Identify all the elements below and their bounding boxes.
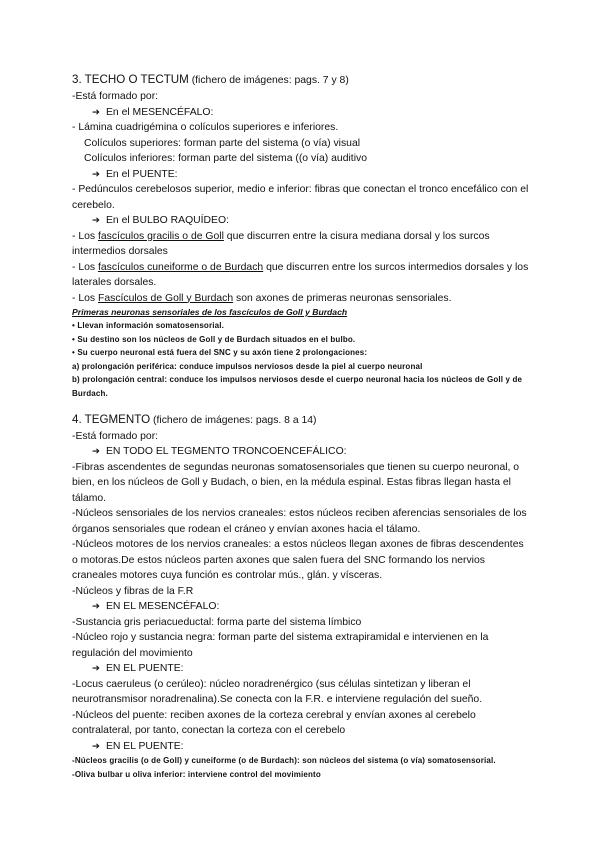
- section-4-subtitle: (fichero de imágenes: pags. 8 a 14): [150, 414, 317, 426]
- locus-caeruleus-paragraph: -Locus caeruleus (o cerúleo): núcleo noradrenérgico (sus células sintetizan y liberan el neurotransmisor noradrenalina).Se conecta con la F.R. e interviene regulación del sueño.: [72, 678, 483, 706]
- arrow-item-label: En el MESENCÉFALO:: [105, 106, 214, 118]
- arrow-item-todo-tegmento: [72, 444, 532, 460]
- nucleos-gracilis-paragraph: -Núcleos gracilis (o de Goll) y cuneiforme (o de Burdach): son núcleos del sistema (o vía) somatosensorial.: [72, 756, 496, 766]
- burdach-suffix: que discurren entre los surcos intermedios dorsales y los laterales dorsales.: [72, 261, 529, 288]
- coliculos-superiores-line: Colículos superiores: forman parte del sistema (o vía) visual: [84, 137, 361, 149]
- prolongation-a: a) prolongación periférica: conduce impulsos nerviosos desde la piel al cuerpo neuronal: [72, 361, 423, 371]
- fibras-paragraph: -Fibras ascendentes de segundas neuronas somatosensoriales que tienen su cuerpo neuronal, o bien, en los núcleos de Goll y Budach, o bien, en la médula espinal. Estas fibras llegan hasta el tálamo.: [72, 461, 520, 504]
- goll-underlined-term: fascículos gracilis o de Goll: [98, 230, 224, 242]
- formed-by-line: -Está formado por:: [72, 91, 159, 102]
- arrow-item-puente: [72, 661, 532, 677]
- burdach-paragraph: [72, 260, 532, 291]
- arrow-right-icon: ➔: [92, 168, 100, 180]
- arrow-item-label: EN EL PUENTE:: [105, 663, 184, 675]
- goll-burdach-underlined-term: Fascículos de Goll y Burdach: [98, 292, 234, 304]
- nucleos-sensoriales-paragraph: -Núcleos sensoriales de los nervios craneales: estos núcleos reciben aferencias sensoriales de los órganos sensoriales que rodean el cráneo y envían axones hacia el tálamo.: [72, 508, 527, 535]
- goll-burdach-suffix: son axones de primeras neuronas sensoriales.: [233, 292, 452, 304]
- arrow-right-icon: ➔: [92, 446, 100, 458]
- lamina-line: - Lámina cuadrigémina o colículos superiores e inferiores.: [72, 122, 339, 133]
- nucleo-rojo-paragraph: -Núcleo rojo y sustancia negra: forman parte del sistema extrapiramidal e intervienen en la regulación del movimiento: [72, 632, 489, 659]
- goll-suffix: que discurren entre la cisura mediana dorsal y los surcos intermedios dorsales: [72, 230, 490, 257]
- burdach-prefix: - Los: [72, 261, 98, 273]
- oliva-bulbar-line: -Oliva bulbar u oliva inferior: interviene control del movimiento: [72, 769, 321, 779]
- section-4-title: 4. TEGMENTO: [72, 412, 151, 426]
- goll-paragraph: [72, 229, 532, 260]
- nucleos-motores-paragraph: -Núcleos motores de los nervios craneales: a estos núcleos llegan axones de fibras descendentes o motoras.De estos núcleos parten axones que salen fuera del SNC formando los nervios craneales motores cuya función es controlar mús., glán. y vísceras.: [72, 539, 524, 582]
- burdach-underlined-term: fascículos cuneiforme o de Burdach: [98, 261, 264, 273]
- arrow-item-puente: [72, 167, 532, 183]
- section-4-heading: [72, 412, 532, 429]
- coliculos-inferiores-line: Colículos inferiores: forman parte del sistema ((o vía) auditivo: [84, 153, 367, 164]
- arrow-right-icon: ➔: [92, 740, 100, 752]
- nucleos-puente-paragraph: -Núcleos del puente: reciben axones de la corteza cerebral y envían axones al cerebelo contralateral, por tanto, conectan la corteza con el cerebelo: [72, 709, 476, 737]
- document-body: [72, 72, 532, 781]
- bullet-item: • Llevan información somatosensorial.: [72, 321, 224, 330]
- arrow-item-mesencefalo: [72, 599, 532, 615]
- goll-burdach-prefix: - Los: [72, 292, 98, 304]
- goll-prefix: - Los: [72, 230, 98, 242]
- arrow-right-icon: ➔: [92, 663, 100, 675]
- bullet-item: • Su destino son los núcleos de Goll y de Burdach situados en el bulbo.: [72, 334, 356, 344]
- formacion-reticular-line: -Núcleos y fibras de la F.R: [72, 585, 194, 597]
- arrow-item-label: EN EL MESENCÉFALO:: [105, 601, 220, 613]
- arrow-item-label: En el BULBO RAQUÍDEO:: [105, 215, 229, 226]
- primeras-neuronas-title: Primeras neuronas sensoriales de los fascículos de Goll y Burdach: [72, 307, 348, 317]
- goll-burdach-paragraph: [72, 291, 532, 307]
- arrow-item-label: En el PUENTE:: [105, 168, 178, 180]
- arrow-right-icon: ➔: [92, 215, 100, 226]
- arrow-right-icon: ➔: [92, 106, 100, 118]
- prolongation-b: b) prolongación central: conduce los impulsos nerviosos desde el cuerpo neuronal hacia los núcleos de Goll y de Burdach.: [72, 375, 523, 398]
- arrow-item-label: EN EL PUENTE:: [105, 740, 184, 752]
- arrow-item-mesencefalo: [72, 105, 532, 121]
- section-3-title: 3. TECHO O TECTUM: [72, 73, 189, 86]
- arrow-right-icon: ➔: [92, 601, 100, 613]
- section-3-heading: [72, 72, 532, 89]
- arrow-item-label: EN TODO EL TEGMENTO TRONCOENCEFÁLICO:: [105, 446, 347, 458]
- formed-by-line: -Está formado por:: [72, 430, 159, 442]
- section-spacer: [72, 401, 532, 412]
- sustancia-gris-line: -Sustancia gris periacueductal: forma parte del sistema límbico: [72, 616, 362, 628]
- arrow-item-puente-2: [72, 739, 532, 755]
- pedunculos-paragraph: - Pedúnculos cerebelosos superior, medio e inferior: fibras que conectan el tronco encefálico con el cerebelo.: [72, 184, 529, 211]
- bullet-item: • Su cuerpo neuronal está fuera del SNC y su axón tiene 2 prolongaciones:: [72, 348, 368, 358]
- arrow-item-bulbo: [72, 213, 532, 229]
- section-3-subtitle: (fichero de imágenes: pags. 7 y 8): [188, 75, 349, 86]
